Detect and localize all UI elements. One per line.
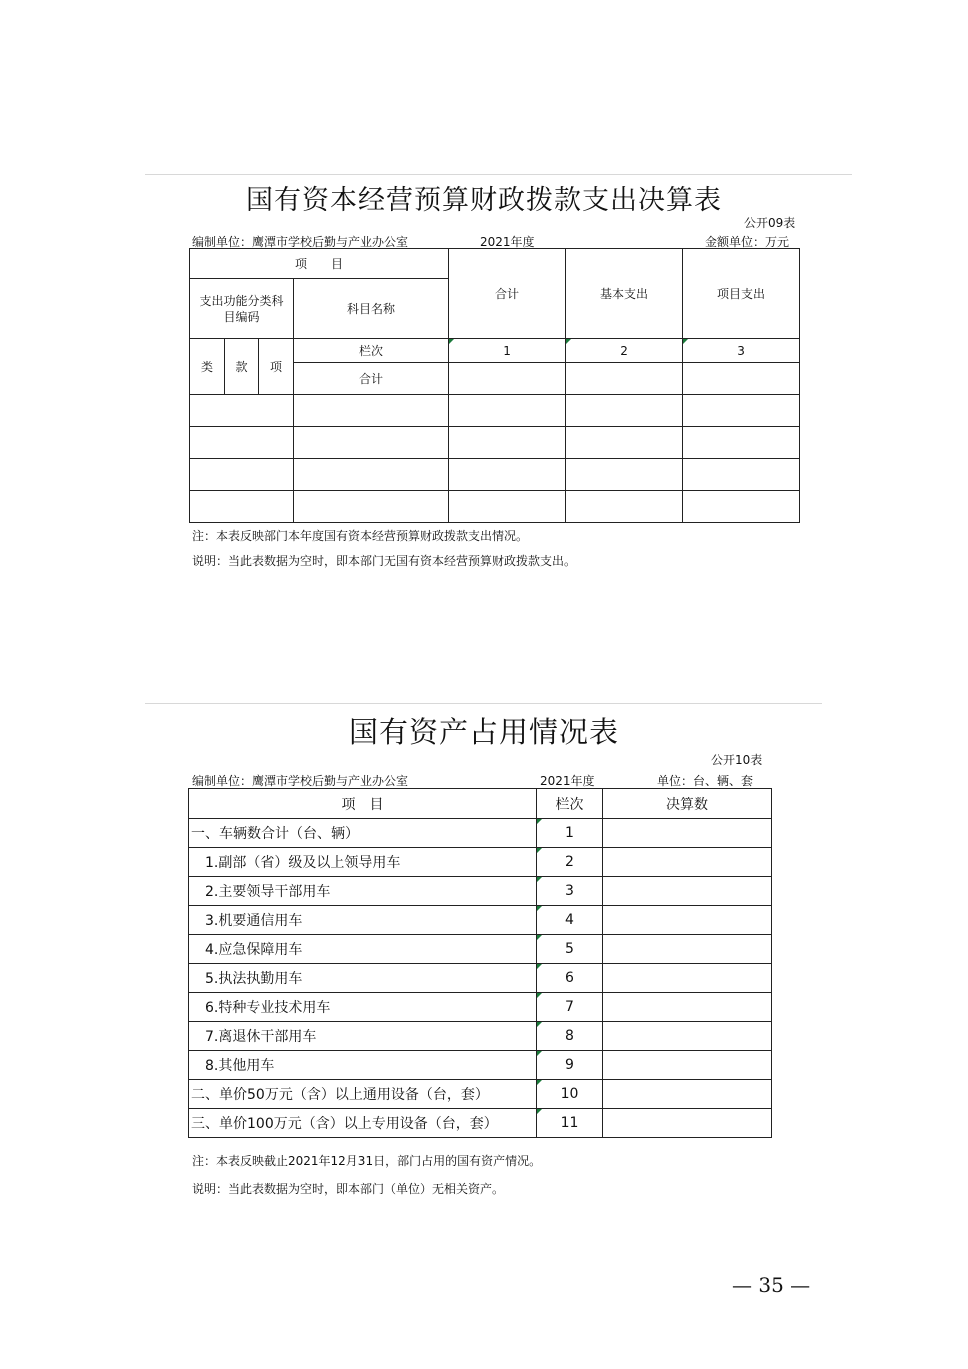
table-row xyxy=(189,1022,772,1051)
table-row xyxy=(189,1080,772,1109)
table2-org: 编制单位：鹰潭市学校后勤与产业办公室 xyxy=(192,774,409,788)
table1-empty-row xyxy=(190,459,800,491)
table2-row-label: 三、单价100万元（含）以上专用设备（台，套） xyxy=(189,1109,537,1138)
table1-header-code: 支出功能分类科目编码 xyxy=(190,279,294,339)
table2-row-no: 10 xyxy=(537,1080,603,1109)
table1-col-3: 3 xyxy=(683,339,800,363)
table2-row-no: 3 xyxy=(537,877,603,906)
table2-row-no: 7 xyxy=(537,993,603,1022)
table2-row-label: 4.应急保障用车 xyxy=(189,935,537,964)
table2-row-label: 二、单价50万元（含）以上通用设备（台，套） xyxy=(189,1080,537,1109)
table2-row-no: 2 xyxy=(537,848,603,877)
table-row xyxy=(189,1109,772,1138)
table2-row-value xyxy=(603,1051,772,1080)
table-row xyxy=(189,964,772,993)
top-divider-2 xyxy=(145,703,822,704)
table2-row-label: 一、车辆数合计（台、辆） xyxy=(189,819,537,848)
table2-row-value xyxy=(603,877,772,906)
table2-row-label: 1.副部（省）级及以上领导用车 xyxy=(189,848,537,877)
table2-unit: 单位：台、辆、套 xyxy=(657,774,754,788)
table1-header-basic: 基本支出 xyxy=(566,249,683,339)
table2-row-label: 5.执法执勤用车 xyxy=(189,964,537,993)
table2-row-value xyxy=(603,1080,772,1109)
table1-header-item: 项 目 xyxy=(190,249,449,279)
table2-row-value xyxy=(603,848,772,877)
table1-empty-row xyxy=(190,427,800,459)
table2-row-label: 6.特种专业技术用车 xyxy=(189,993,537,1022)
table1-sum-total xyxy=(449,363,566,395)
table1-header-name: 科目名称 xyxy=(294,279,449,339)
table2-row-no: 6 xyxy=(537,964,603,993)
table2-row-label: 8.其他用车 xyxy=(189,1051,537,1080)
table2-row-no: 11 xyxy=(537,1109,603,1138)
table1-note: 注：本表反映部门本年度国有资本经营预算财政拨款支出情况。 xyxy=(192,529,529,543)
table2 xyxy=(188,788,772,1138)
table2-row-value xyxy=(603,1109,772,1138)
table1-header-xiang: 项 xyxy=(259,339,294,395)
table1-sum-basic xyxy=(566,363,683,395)
table1-form-no: 公开09表 xyxy=(744,216,796,230)
table1-sum-project xyxy=(683,363,800,395)
table2-row-no: 5 xyxy=(537,935,603,964)
table1-empty-row xyxy=(190,491,800,523)
table-row xyxy=(189,935,772,964)
table1-empty-row xyxy=(190,395,800,427)
table1-sum-label: 合计 xyxy=(294,363,449,395)
table2-header-amount: 决算数 xyxy=(603,789,772,819)
table-row xyxy=(189,848,772,877)
table2-year: 2021年度 xyxy=(540,774,595,788)
table1-header-total: 合计 xyxy=(449,249,566,339)
table2-row-value xyxy=(603,819,772,848)
table1-header-kuan: 款 xyxy=(225,339,259,395)
table2-row-label: 2.主要领导干部用车 xyxy=(189,877,537,906)
page-number: — 35 — xyxy=(732,1273,811,1297)
table-row xyxy=(189,877,772,906)
table2-row-value xyxy=(603,935,772,964)
table2-explanation: 说明：当此表数据为空时，即本部门（单位）无相关资产。 xyxy=(192,1182,505,1196)
table2-row-label: 3.机要通信用车 xyxy=(189,906,537,935)
top-divider-1 xyxy=(145,174,852,175)
table2-row-label: 7.离退休干部用车 xyxy=(189,1022,537,1051)
table-row xyxy=(189,993,772,1022)
table1-col-1: 1 xyxy=(449,339,566,363)
table2-row-no: 1 xyxy=(537,819,603,848)
table2-row-value xyxy=(603,1022,772,1051)
table2-row-value xyxy=(603,906,772,935)
table-row xyxy=(189,819,772,848)
table2-header-item: 项 目 xyxy=(189,789,537,819)
table1-unit: 金额单位：万元 xyxy=(705,235,790,249)
table2-row-value xyxy=(603,964,772,993)
table2-row-value xyxy=(603,993,772,1022)
table2-row-no: 9 xyxy=(537,1051,603,1080)
table-row xyxy=(189,1051,772,1080)
table2-row-no: 8 xyxy=(537,1022,603,1051)
table1-header-lei: 类 xyxy=(190,339,225,395)
table2-form-no: 公开10表 xyxy=(711,753,763,767)
table1-explanation: 说明：当此表数据为空时，即本部门无国有资本经营预算财政拨款支出。 xyxy=(192,554,577,568)
table1-col-2: 2 xyxy=(566,339,683,363)
table2-note: 注：本表反映截止2021年12月31日，部门占用的国有资产情况。 xyxy=(192,1154,542,1168)
table1 xyxy=(189,248,800,523)
table1-org: 编制单位：鹰潭市学校后勤与产业办公室 xyxy=(192,235,409,249)
table1-title: 国有资本经营预算财政拨款支出决算表 xyxy=(246,185,722,216)
table1-header-project: 项目支出 xyxy=(683,249,800,339)
table-row xyxy=(189,906,772,935)
table2-header-lanci: 栏次 xyxy=(537,789,603,819)
table2-row-no: 4 xyxy=(537,906,603,935)
table1-year: 2021年度 xyxy=(480,235,535,249)
table2-title: 国有资产占用情况表 xyxy=(348,715,619,749)
table1-lanci-label: 栏次 xyxy=(294,339,449,363)
